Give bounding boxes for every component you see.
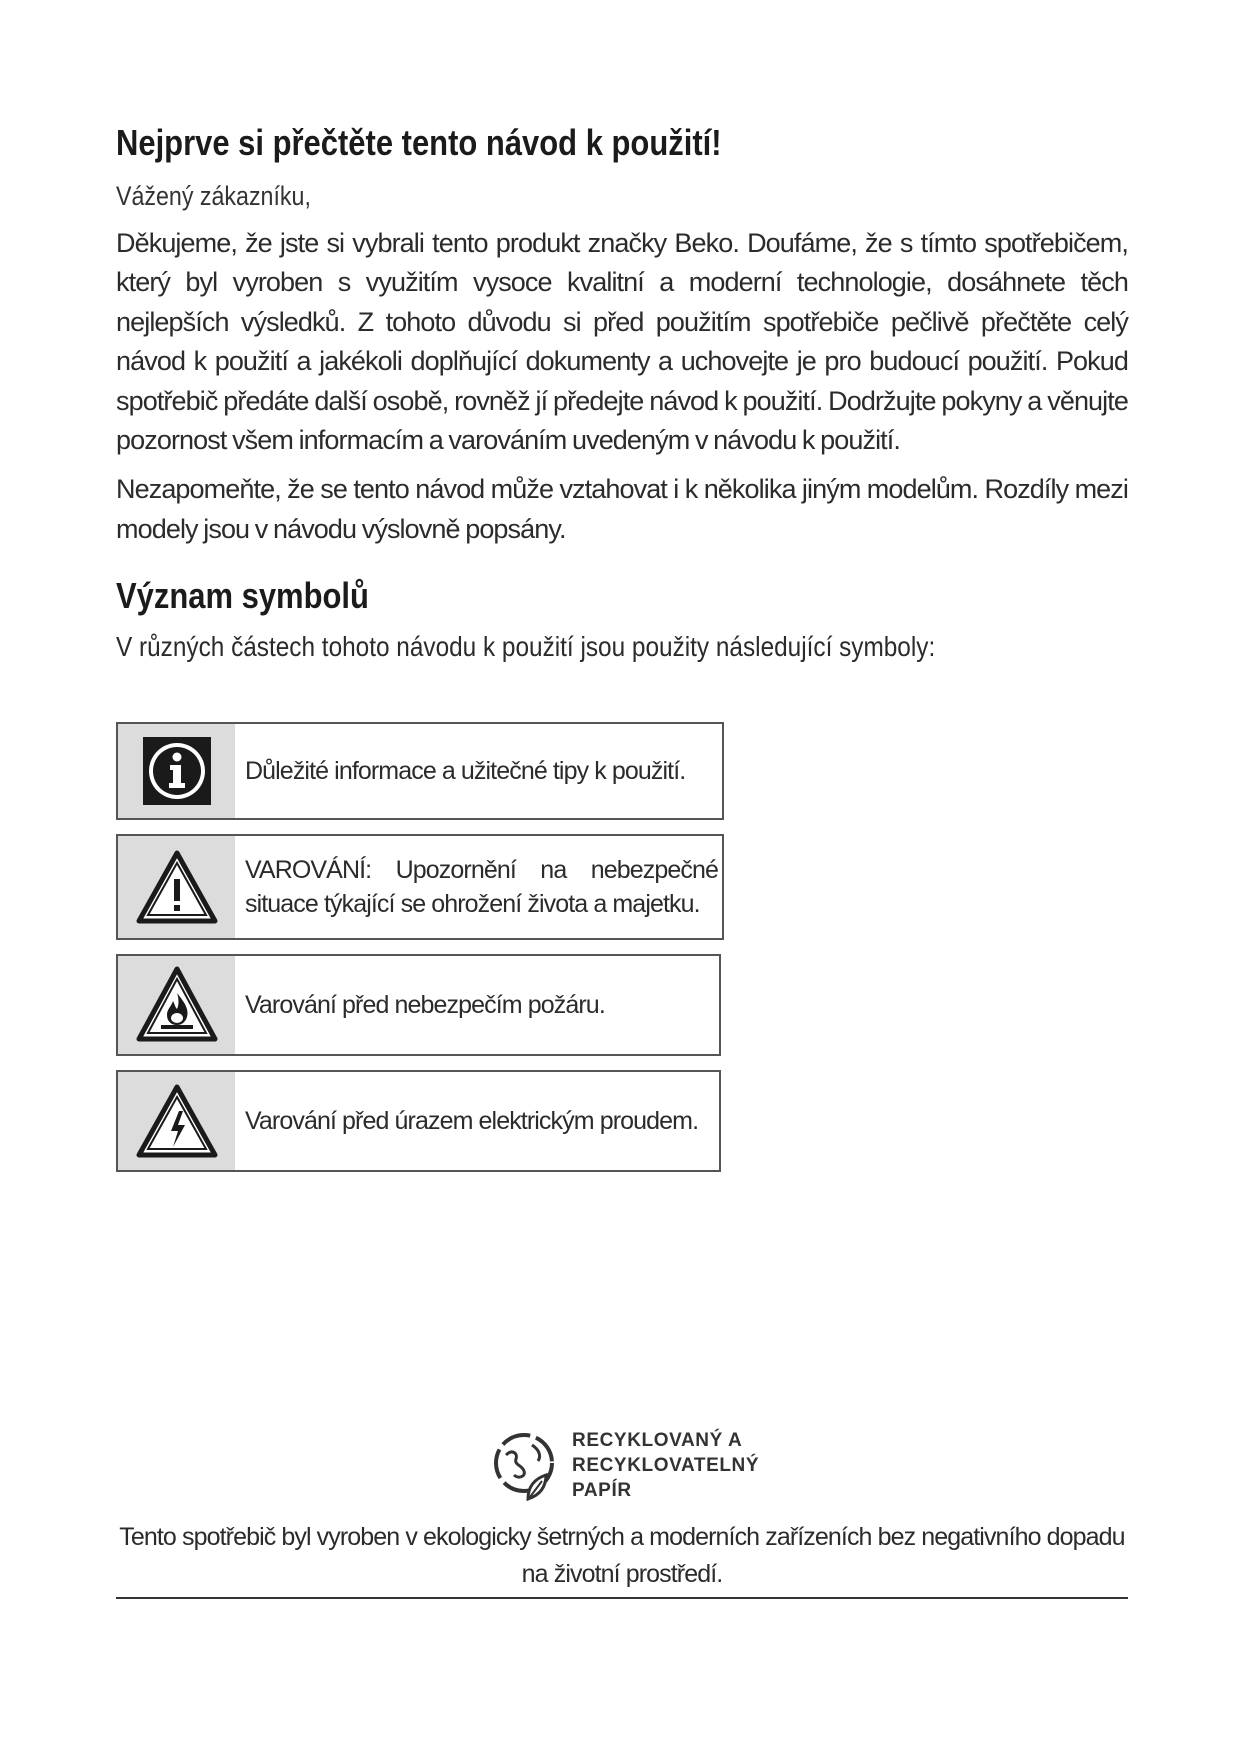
symbol-text-info: Důležité informace a užitečné tipy k použití. [245, 757, 686, 785]
symbol-row-fire [116, 954, 721, 1056]
models-note-paragraph: Nezapomeňte, že se tento návod může vztahovat i k několika jiným modelům. Rozdíly mezi modely jsou v návodu výslovně popsány. [116, 474, 1128, 544]
main-content [116, 122, 1128, 667]
recycled-paper-icon [488, 1425, 560, 1505]
symbol-row-warning [116, 834, 724, 940]
greeting: Vážený zákazníku, [116, 181, 311, 211]
fire-warning-icon [118, 956, 235, 1054]
warning-icon [118, 836, 235, 938]
symbol-text-warning: VAROVÁNÍ: Upozornění na nebezpečné situace týkající se ohrožení života a majetku. [245, 856, 718, 918]
eco-badge [488, 1425, 759, 1505]
eco-badge-label: RECYKLOVANÝ A RECYKLOVATELNÝ PAPÍR [572, 1429, 760, 1501]
symbols-table [116, 722, 724, 1186]
info-icon [118, 724, 235, 818]
symbol-row-electric [116, 1070, 721, 1172]
symbols-intro: V různých částech tohoto návodu k použití jsou použity následující symboly: [116, 631, 936, 663]
electric-shock-icon [118, 1072, 235, 1170]
footer-divider [116, 1597, 1128, 1599]
intro-paragraph: Děkujeme, že jste si vybrali tento produkt značky Beko. Doufáme, že s tímto spotřebičem, který byl vyroben s využitím vysoce kvalitní a moderní technologie, dosáhnete těch nejlepších výsledků. Z tohoto důvodu si před použitím spotřebiče pečlivě přečtěte celý návod k použití a jakékoli doplňující dokumenty a uchovejte je pro budoucí použití. Pokud spotřebič předáte další osobě, rovněž jí předejte návod k použití. Dodržujte pokyny a věnujte pozornost všem informacím a varováním uvedeným v návodu k použití. [116, 228, 1128, 456]
symbol-text-fire: Varování před nebezpečím požáru. [245, 991, 605, 1019]
symbol-row-info [116, 722, 724, 820]
page-title: Nejprve si přečtěte tento návod k použití! [116, 122, 722, 163]
footer-note: Tento spotřebič byl vyroben v ekologicky šetrných a moderních zařízeních bez negativního dopadu na životní prostředí. [119, 1523, 1125, 1588]
symbol-text-electric: Varování před úrazem elektrickým proudem. [245, 1107, 699, 1135]
symbols-section-title: Význam symbolů [116, 575, 369, 617]
